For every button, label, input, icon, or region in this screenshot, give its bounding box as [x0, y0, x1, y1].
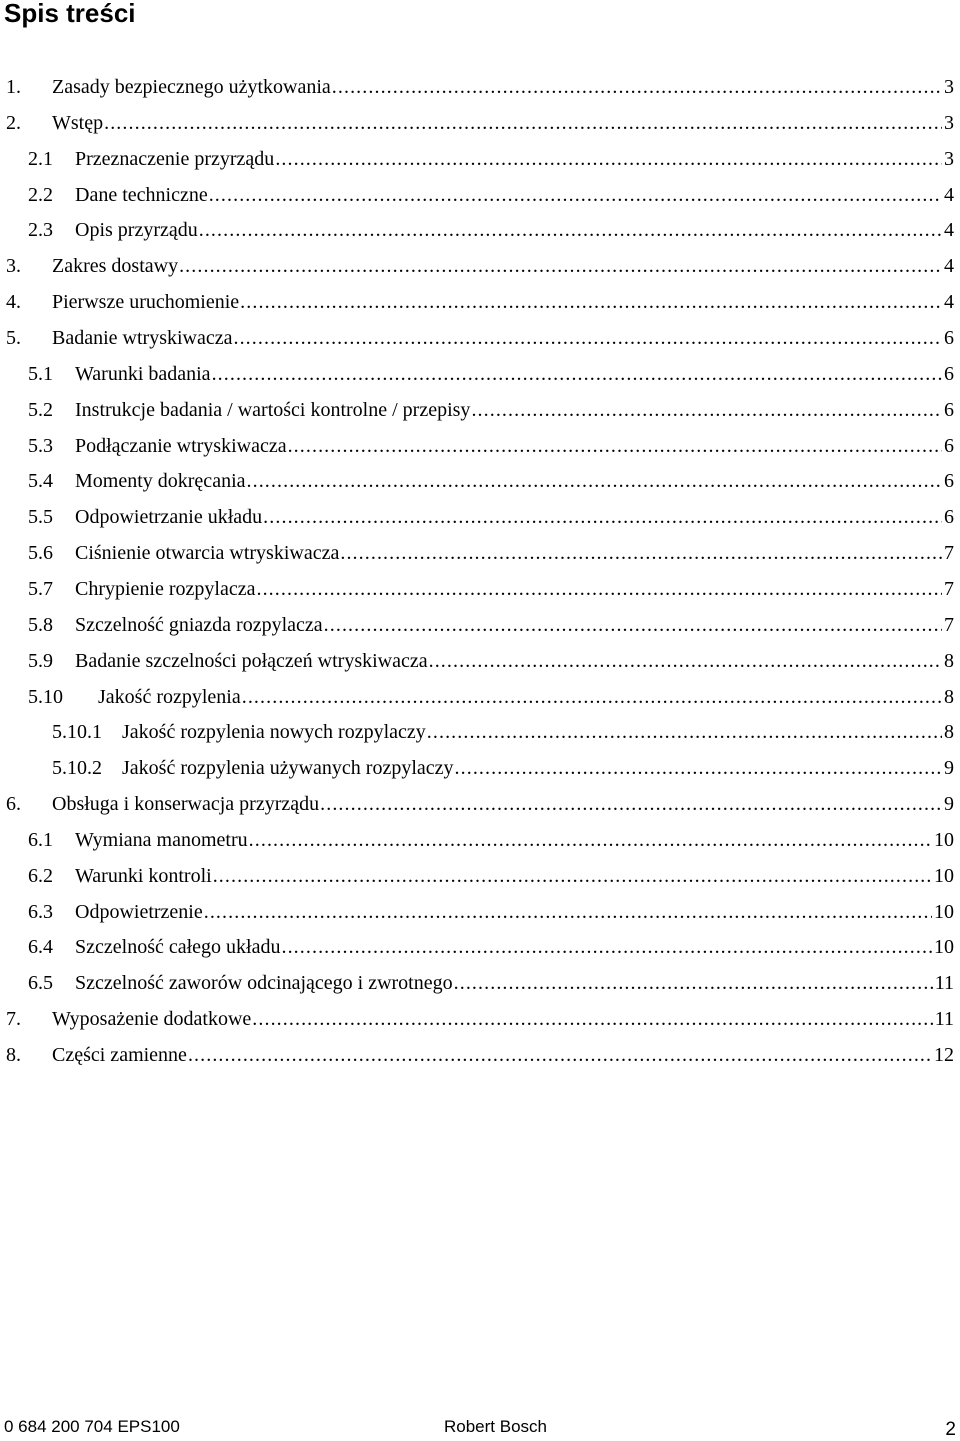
page-title: Spis treści — [4, 0, 136, 28]
toc-dot-leader — [429, 646, 942, 676]
toc-entry-title: Instrukcje badania / wartości kontrolne / przepisy — [75, 398, 471, 421]
toc-dot-leader — [324, 610, 942, 640]
toc-entry-title: Podłączanie wtryskiwacza — [75, 434, 287, 457]
toc-entry[interactable] — [6, 1040, 954, 1070]
toc-entry-number: 5.3 — [28, 434, 53, 457]
toc-dot-leader — [454, 968, 933, 998]
toc-dot-leader — [240, 287, 942, 317]
toc-entry-number: 6.2 — [28, 864, 53, 887]
toc-entry-title: Zakres dostawy — [52, 255, 179, 278]
toc-entry-page: 3 — [944, 76, 954, 98]
toc-entry-page: 6 — [944, 327, 954, 349]
toc-dot-leader — [249, 825, 932, 855]
toc-entry-number: 5. — [6, 327, 21, 349]
toc-entry[interactable] — [28, 682, 954, 712]
toc-entry-title: Opis przyrządu — [75, 219, 198, 242]
toc-entry-number: 5.4 — [28, 470, 53, 493]
toc-entry-title: Warunki kontroli — [75, 864, 212, 887]
toc-dot-leader — [288, 431, 942, 461]
toc-entry-number: 5.10.1 — [52, 721, 102, 744]
toc-entry-title: Warunki badania — [75, 362, 211, 385]
toc-dot-leader — [263, 502, 942, 532]
toc-entry-title: Obsługa i konserwacja przyrządu — [52, 793, 320, 815]
toc-entry-page: 4 — [944, 291, 954, 314]
toc-entry[interactable] — [28, 897, 954, 927]
toc-entry[interactable] — [6, 108, 954, 138]
toc-entry-number: 6.4 — [28, 936, 53, 959]
toc-entry[interactable] — [28, 431, 954, 461]
toc-entry[interactable] — [28, 144, 954, 174]
toc-dot-leader — [188, 1040, 932, 1070]
toc-entry-number: 7. — [6, 1008, 21, 1031]
toc-entry-number: 6.5 — [28, 972, 53, 995]
toc-entry-number: 5.2 — [28, 398, 53, 421]
toc-entry-number: 4. — [6, 291, 21, 314]
toc-entry[interactable] — [28, 861, 954, 891]
toc-entry-title: Szczelność gniazda rozpylacza — [75, 613, 323, 636]
toc-entry[interactable] — [6, 323, 954, 353]
toc-entry-number: 5.5 — [28, 506, 53, 529]
toc-entry-title: Jakość rozpylenia — [98, 685, 241, 708]
toc-entry-number: 2.1 — [28, 147, 53, 170]
toc-entry-title: Badanie wtryskiwacza — [52, 327, 233, 349]
toc-entry-number: 5.10.2 — [52, 757, 102, 780]
toc-entry-title: Jakość rozpylenia używanych rozpylaczy — [122, 757, 454, 780]
toc-entry[interactable] — [28, 359, 954, 389]
toc-dot-leader — [320, 789, 942, 819]
toc-entry-title: Odpowietrzanie układu — [75, 506, 263, 529]
toc-entry-page: 10 — [934, 900, 954, 923]
toc-entry-page: 9 — [944, 793, 954, 815]
toc-entry-title: Momenty dokręcania — [75, 470, 246, 493]
toc-entry-title: Szczelność zaworów odcinającego i zwrotnego — [75, 972, 453, 995]
toc-entry-page: 4 — [944, 219, 954, 242]
toc-entry-title: Odpowietrzenie — [75, 900, 203, 923]
toc-entry-page: 9 — [944, 757, 954, 780]
toc-entry-page: 7 — [944, 613, 954, 636]
toc-dot-leader — [340, 538, 942, 568]
toc-entry-number: 2.3 — [28, 219, 53, 242]
toc-dot-leader — [471, 395, 942, 425]
toc-entry-title: Szczelność całego układu — [75, 936, 281, 959]
toc-dot-leader — [209, 180, 942, 210]
toc-dot-leader — [275, 144, 942, 174]
toc-entry-page: 10 — [934, 936, 954, 959]
toc-entry-page: 6 — [944, 434, 954, 457]
footer-company: Robert Bosch — [444, 1417, 547, 1436]
toc-entry-number: 2. — [6, 111, 21, 134]
toc-entry-page: 8 — [944, 685, 954, 708]
toc-entry-page: 11 — [934, 972, 954, 995]
toc-entry-title: Części zamienne — [52, 1044, 187, 1066]
toc-entry-title: Chrypienie rozpylacza — [75, 577, 256, 600]
toc-entry[interactable] — [6, 287, 954, 317]
toc-entry-title: Przeznaczenie przyrządu — [75, 147, 275, 170]
toc-entry-number: 2.2 — [28, 183, 53, 206]
toc-entry-page: 6 — [944, 470, 954, 493]
toc-entry[interactable] — [6, 72, 954, 102]
toc-entry-number: 5.7 — [28, 577, 53, 600]
toc-entry-title: Wymiana manometru — [75, 828, 248, 851]
toc-dot-leader — [204, 897, 932, 927]
toc-entry-page: 8 — [944, 649, 954, 672]
toc-entry[interactable] — [6, 251, 954, 281]
toc-entry[interactable] — [52, 717, 954, 747]
toc-dot-leader — [281, 932, 932, 962]
toc-entry-title: Badanie szczelności połączeń wtryskiwacza — [75, 649, 428, 672]
toc-entry-page: 4 — [944, 183, 954, 206]
toc-entry-title: Wstęp — [52, 111, 104, 134]
toc-entry[interactable] — [28, 215, 954, 245]
toc-entry-page: 10 — [934, 864, 954, 887]
toc-entry-number: 5.1 — [28, 362, 53, 385]
toc-dot-leader — [233, 323, 942, 353]
toc-entry-title: Zasady bezpiecznego użytkowania — [52, 76, 331, 98]
toc-entry[interactable] — [28, 502, 954, 532]
toc-entry[interactable] — [52, 753, 954, 783]
toc-entry-number: 5.9 — [28, 649, 53, 672]
toc-entry-number: 6.1 — [28, 828, 53, 851]
toc-dot-leader — [242, 682, 942, 712]
toc-entry-title: Jakość rozpylenia nowych rozpylaczy — [122, 721, 426, 744]
toc-entry[interactable] — [28, 180, 954, 210]
toc-entry-page: 4 — [944, 255, 954, 278]
toc-entry-number: 6. — [6, 793, 21, 815]
toc-entry-title: Dane techniczne — [75, 183, 208, 206]
toc-entry-number: 6.3 — [28, 900, 53, 923]
toc-entry[interactable] — [28, 574, 954, 604]
toc-dot-leader — [455, 753, 942, 783]
toc-entry-page: 7 — [944, 577, 954, 600]
toc-entry-page: 12 — [934, 1044, 954, 1066]
toc-entry-number: 1. — [6, 76, 21, 98]
toc-dot-leader — [212, 359, 942, 389]
toc-entry[interactable] — [6, 789, 954, 819]
toc-entry-page: 6 — [944, 362, 954, 385]
toc-dot-leader — [252, 1004, 932, 1034]
toc-dot-leader — [332, 72, 942, 102]
toc-entry-page: 6 — [944, 506, 954, 529]
toc-entry[interactable] — [6, 1004, 954, 1034]
toc-entry-page: 3 — [944, 147, 954, 170]
toc-entry[interactable] — [28, 395, 954, 425]
toc-entry-page: 8 — [944, 721, 954, 744]
toc-dot-leader — [427, 717, 942, 747]
toc-dot-leader — [213, 861, 932, 891]
toc-entry-page: 11 — [934, 1008, 954, 1031]
toc-entry-page: 10 — [934, 828, 954, 851]
toc-dot-leader — [179, 251, 942, 281]
toc-entry-title: Ciśnienie otwarcia wtryskiwacza — [75, 542, 340, 564]
toc-dot-leader — [247, 466, 943, 496]
toc-entry-number: 5.6 — [28, 542, 53, 564]
toc-dot-leader — [199, 215, 942, 245]
toc-entry[interactable] — [28, 466, 954, 496]
toc-dot-leader — [104, 108, 942, 138]
toc-entry[interactable] — [28, 538, 954, 568]
toc-entry[interactable] — [28, 610, 954, 640]
toc-entry-number: 5.8 — [28, 613, 53, 636]
toc-entry-page: 7 — [944, 542, 954, 564]
toc-entry[interactable] — [28, 932, 954, 962]
toc-entry-title: Pierwsze uruchomienie — [52, 291, 240, 314]
toc-entry[interactable] — [28, 968, 954, 998]
toc-entry[interactable] — [28, 646, 954, 676]
toc-entry-page: 3 — [944, 111, 954, 134]
toc-entry-title: Wyposażenie dodatkowe — [52, 1008, 252, 1031]
toc-entry-number: 3. — [6, 255, 21, 278]
toc-entry-number: 8. — [6, 1044, 21, 1066]
toc-dot-leader — [256, 574, 942, 604]
footer-doc-number: 0 684 200 704 EPS100 — [4, 1417, 180, 1436]
toc-entry[interactable] — [28, 825, 954, 855]
toc-entry-page: 6 — [944, 398, 954, 421]
footer-page-number: 2 — [945, 1419, 956, 1440]
toc-entry-number: 5.10 — [28, 685, 63, 708]
